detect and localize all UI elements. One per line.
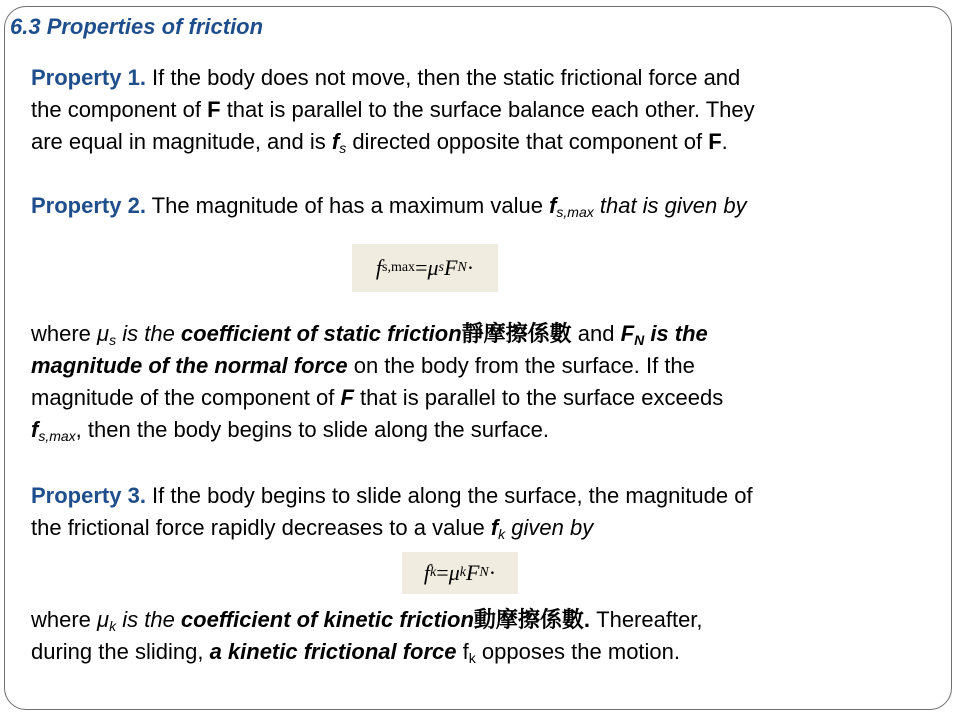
text-run: where bbox=[31, 321, 98, 346]
slide-title: 6.3 Properties of friction bbox=[10, 14, 264, 39]
eq-symbol: f bbox=[375, 255, 382, 280]
equation-static-friction: f s,max = μ s F N · bbox=[352, 244, 498, 292]
max-static-friction-symbol: f bbox=[31, 417, 39, 442]
text-run: that is parallel to the surface balance each other. They bbox=[220, 97, 755, 122]
subscript: k bbox=[498, 526, 506, 542]
property-1-line-1 bbox=[31, 62, 755, 94]
text-run: where bbox=[31, 607, 98, 632]
force-symbol: F bbox=[708, 129, 722, 154]
property-2-line-1 bbox=[31, 190, 747, 222]
text-run: that is parallel to the surface exceeds bbox=[353, 385, 724, 410]
property-1-line-2 bbox=[31, 94, 755, 126]
static-friction-definition bbox=[31, 318, 723, 446]
text-run: . bbox=[721, 129, 728, 154]
mu-symbol: μ bbox=[97, 321, 110, 346]
text-run: and bbox=[571, 321, 621, 346]
definition-line-1 bbox=[31, 318, 723, 350]
property-3-label: Property 3. bbox=[31, 483, 146, 508]
property-1-label: Property 1. bbox=[31, 65, 146, 90]
text-run: on the body from the surface. If the bbox=[347, 353, 695, 378]
eq-end: · bbox=[488, 560, 497, 585]
text-run: is the bbox=[644, 321, 708, 346]
text-run: directed opposite that component of bbox=[346, 129, 709, 154]
property-3-paragraph bbox=[31, 480, 753, 544]
text-run: that is given by bbox=[593, 193, 747, 218]
subscript: s bbox=[109, 332, 117, 348]
subscript: N bbox=[634, 332, 645, 348]
eq-symbol: F bbox=[465, 560, 480, 585]
definition-line-3 bbox=[31, 382, 723, 414]
term: coefficient of static friction bbox=[180, 321, 462, 346]
property-3-line-1 bbox=[31, 480, 753, 512]
eq-end: · bbox=[466, 255, 475, 280]
text-run: is the bbox=[116, 321, 181, 346]
kinetic-friction-symbol: f bbox=[456, 639, 469, 664]
text-run: If the body begins to slide along the surface, the magnitude of bbox=[145, 483, 753, 508]
eq-symbol: μ bbox=[448, 560, 460, 585]
text-run: the frictional force rapidly decreases to a value bbox=[31, 515, 491, 540]
chinese-term: 動摩擦係數. bbox=[473, 607, 591, 632]
property-1-line-3 bbox=[31, 126, 755, 158]
text-run: opposes the motion. bbox=[475, 639, 681, 664]
eq-symbol: f bbox=[423, 560, 431, 585]
subscript: s bbox=[339, 140, 347, 156]
text-run: during the sliding, bbox=[31, 639, 210, 664]
text-run: , then the body begins to slide along the surface. bbox=[75, 417, 549, 442]
property-1-paragraph bbox=[31, 62, 755, 158]
text-run: the component of bbox=[31, 97, 208, 122]
property-2-paragraph bbox=[31, 190, 747, 222]
subscript: k bbox=[109, 618, 117, 634]
subscript: s,max bbox=[38, 428, 76, 444]
kinetic-friction-definition bbox=[31, 604, 703, 668]
term: coefficient of kinetic friction bbox=[180, 607, 474, 632]
eq-symbol: F bbox=[443, 255, 458, 280]
max-static-friction-symbol: f bbox=[549, 193, 557, 218]
text-run: magnitude of the component of bbox=[31, 385, 341, 410]
mu-symbol: μ bbox=[97, 607, 110, 632]
subscript: s,max bbox=[556, 204, 594, 220]
equation-kinetic-friction: f k = μ k F N · bbox=[402, 552, 518, 594]
kinetic-friction-symbol: f bbox=[490, 515, 499, 540]
term: magnitude of the normal force bbox=[31, 353, 348, 378]
static-friction-symbol: f bbox=[331, 129, 340, 154]
kinetic-line-2 bbox=[31, 636, 703, 668]
eq-relation: = bbox=[415, 255, 428, 280]
text-run: are equal in magnitude, and is bbox=[31, 129, 332, 154]
eq-symbol: μ bbox=[427, 255, 439, 280]
normal-force-symbol: F bbox=[620, 321, 635, 346]
term: a kinetic frictional force bbox=[209, 639, 457, 664]
text-run: is the bbox=[116, 607, 181, 632]
kinetic-line-1 bbox=[31, 604, 703, 636]
property-3-line-2 bbox=[31, 512, 753, 544]
chinese-term: 靜摩擦係數 bbox=[461, 321, 572, 346]
subscript: k bbox=[468, 650, 476, 666]
eq-relation: = bbox=[436, 560, 449, 585]
definition-line-4 bbox=[31, 414, 723, 446]
text-run: given by bbox=[505, 515, 594, 540]
force-symbol: F bbox=[340, 385, 354, 410]
definition-line-2 bbox=[31, 350, 723, 382]
force-symbol: F bbox=[207, 97, 221, 122]
text-run: Thereafter, bbox=[590, 607, 703, 632]
text-run: The magnitude of has a maximum value bbox=[145, 193, 550, 218]
text-run: If the body does not move, then the static frictional force and bbox=[145, 65, 741, 90]
property-2-label: Property 2. bbox=[31, 193, 146, 218]
